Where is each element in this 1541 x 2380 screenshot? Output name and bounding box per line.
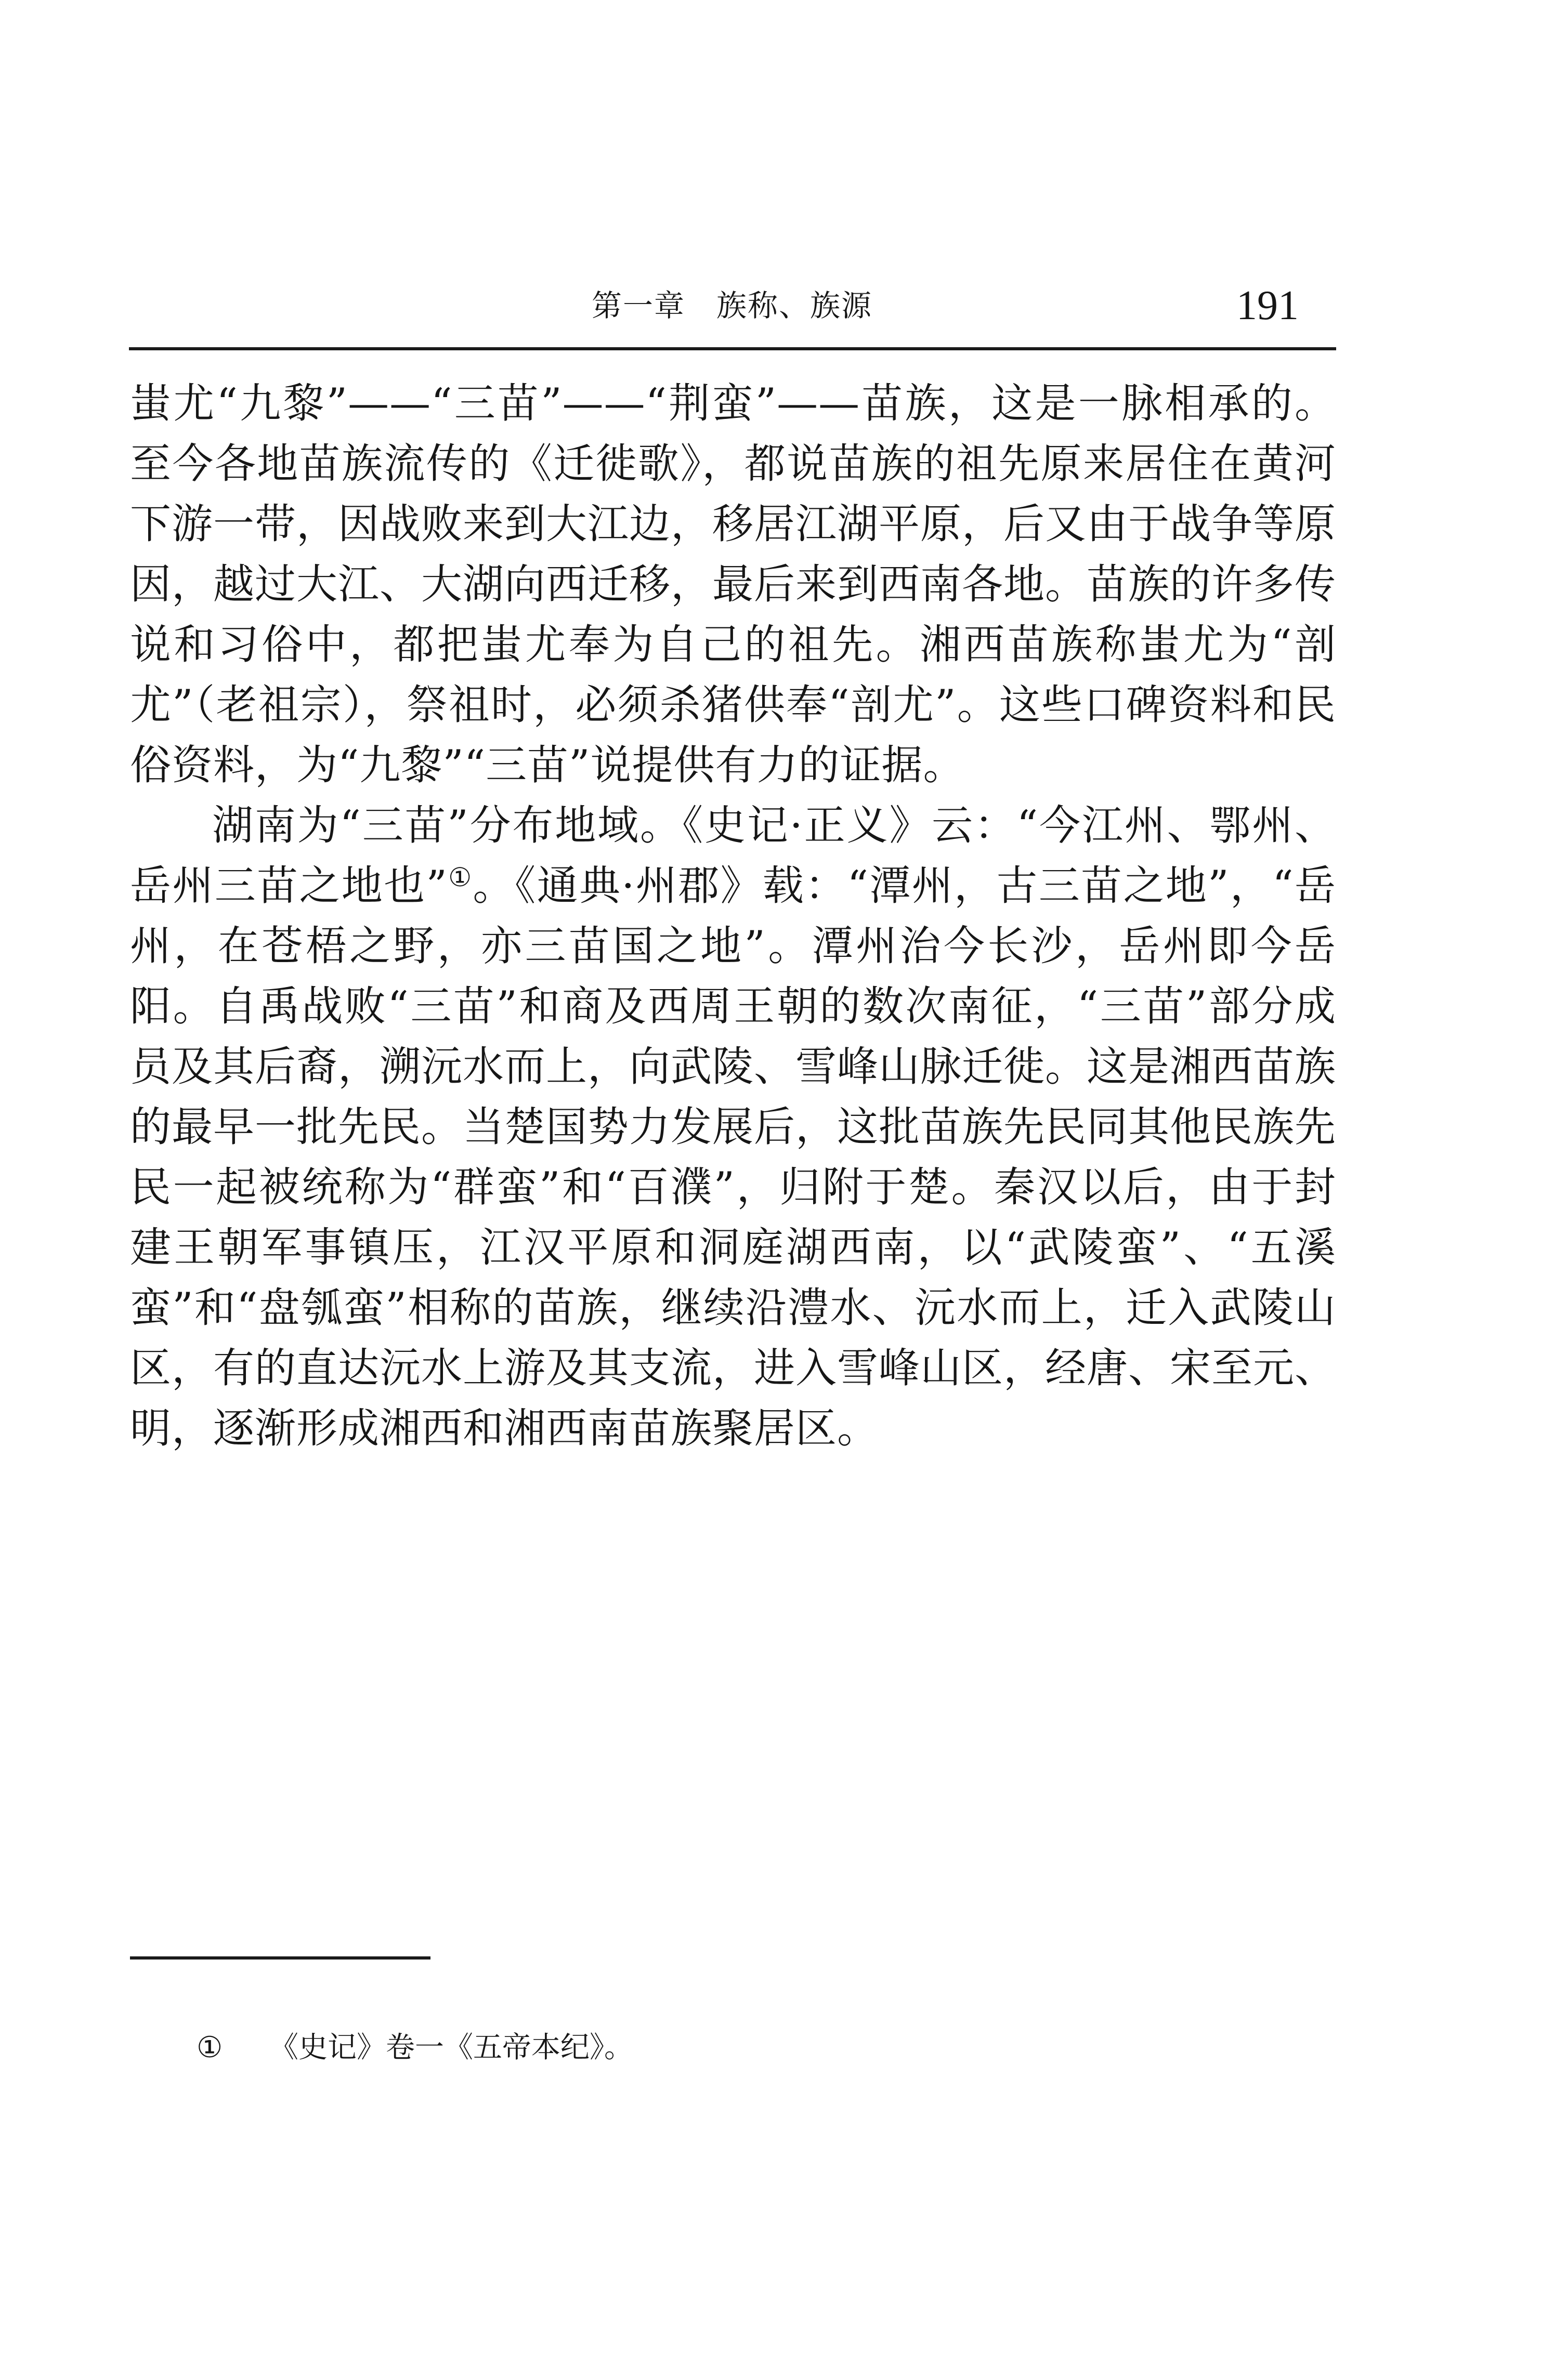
paragraph-2-text-after-note: 。《通典·州郡》载：“潭州，古三苗之地”，“岳州，在苍梧之野，亦三苗国之地”。潭州治今长沙，岳州即今岳阳。自禹战败“三苗”和商及西周王朝的数次南征，“三苗”部分成员及其后裔，溯沅水而上，向武陵、雪峰山脉迁徙。这是湘西苗族的最早一批先民。当楚国势力发展后，这批苗族先民同其他民族先民一起被统称为“群蛮”和“百濮”，归附于楚。秦汉以后，由于封建王朝军事镇压，江汉平原和洞庭湖西南，以“武陵蛮”、“五溪蛮”和“盘瓠蛮”相称的苗族，继续沿澧水、沅水而上，迁入武陵山区，有的直达沅水上游及其支流，进入雪峰山区，经唐、宋至元、明，逐渐形成湘西和湘西南苗族聚居区。	[130, 862, 1337, 1452]
body-text	[130, 373, 1336, 1458]
chapter-title: 第一章 族称、族源	[591, 288, 872, 323]
page-number: 191	[1236, 283, 1299, 328]
paragraph-1-continued: 蚩尤“九黎”——“三苗”——“荆蛮”——苗族，这是一脉相承的。至今各地苗族流传的《迁徙歌》，都说苗族的祖先原来居住在黄河下游一带，因战败来到大江边，移居江湖平原，后又由于战争等原因，越过大江、大湖向西迁移，最后来到西南各地。苗族的许多传说和习俗中，都把蚩尤奉为自己的祖先。湘西苗族称蚩尤为“剖尤”（老祖宗），祭祖时，必须杀猪供奉“剖尤”。这些口碑资料和民俗资料，为“九黎”“三苗”说提供有力的证据。	[130, 379, 1336, 789]
footnote-rule	[130, 1956, 430, 1960]
page-header	[129, 285, 1335, 341]
header-rule	[129, 347, 1336, 350]
paragraph-2-text-before-note: 湖南为“三苗”分布地域。《史记·正义》云：“今江州、鄂州、岳州三苗之地也”	[130, 801, 1336, 910]
footnote-text: 《史记》卷一《五帝本纪》。	[269, 2031, 633, 2065]
footnote-marker: ①	[197, 2031, 223, 2065]
footnote	[197, 2027, 633, 2069]
paragraph-2	[130, 795, 1336, 1458]
footnote-reference[interactable]: ①	[447, 862, 473, 892]
